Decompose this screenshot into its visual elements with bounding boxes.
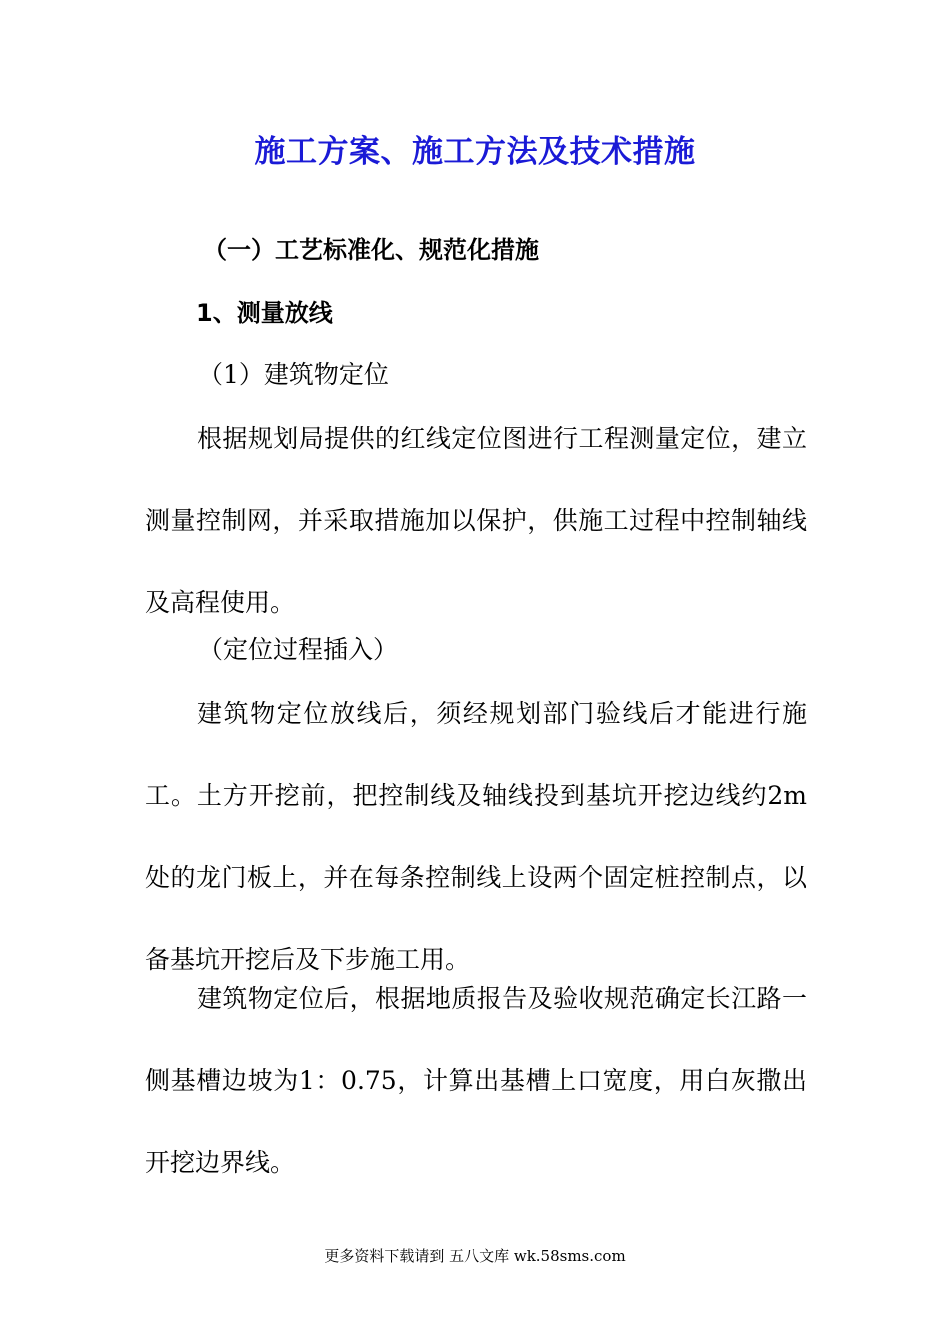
footer-text: 更多资料下载请到 五八文库 wk.58sms.com	[324, 1247, 626, 1265]
paragraph-2: 建筑物定位放线后，须经规划部门验线后才能进行施工。土方开挖前，把控制线及轴线投到基坑开挖边线约2m处的龙门板上，并在每条控制线上设两个固定桩控制点，以备基坑开挖后及下步施工用。	[145, 699, 807, 974]
inserted-note: （定位过程插入）	[198, 635, 399, 664]
paragraph-3: 建筑物定位后，根据地质报告及验收规范确定长江路一侧基槽边坡为1：0.75，计算出基槽上口宽度，用白灰撒出开挖边界线。	[145, 984, 807, 1177]
section-heading: （一）工艺标准化、规范化措施	[203, 236, 539, 264]
item-label: （1）建筑物定位	[198, 360, 389, 389]
document-title: 施工方案、施工方法及技术措施	[254, 134, 696, 170]
paragraph-1: 根据规划局提供的红线定位图进行工程测量定位，建立测量控制网，并采取措施加以保护，供施工过程中控制轴线及高程使用。	[145, 424, 807, 617]
subsection-heading: 1、测量放线	[196, 299, 333, 327]
